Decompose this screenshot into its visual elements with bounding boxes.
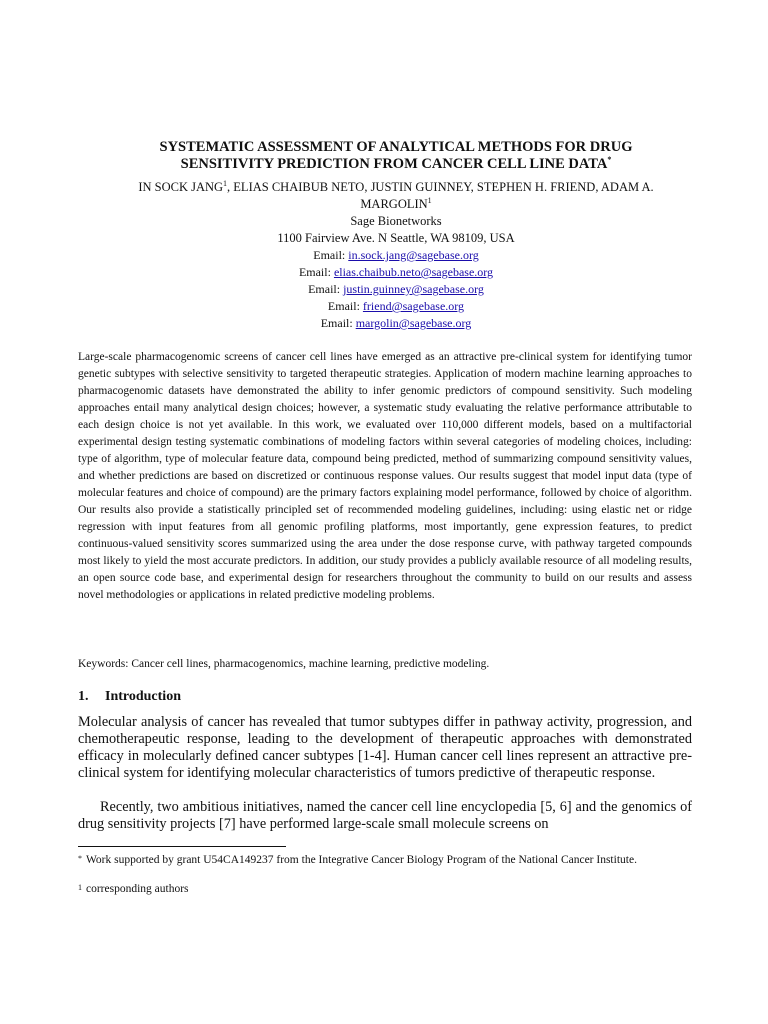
footnote-item (78, 853, 692, 868)
footnote-text: corresponding authors (86, 883, 189, 895)
email-label: Email: (298, 265, 334, 279)
keywords-line: Keywords: Cancer cell lines, pharmacogenomics, machine learning, predictive modeling. (78, 658, 490, 670)
email-link[interactable]: elias.chaibub.neto@sagebase.org (333, 265, 494, 279)
footnote-separator (78, 846, 286, 847)
author-rest: , ELIAS CHAIBUB NETO, JUSTIN GUINNEY, STEPHEN H. FRIEND, ADAM A. (227, 180, 654, 194)
author-first: IN SOCK JANG (138, 180, 224, 194)
author-last-mark: 1 (427, 195, 432, 205)
paper-title-text-1: SYSTEMATIC ASSESSMENT OF ANALYTICAL METHODS FOR DRUG (159, 139, 633, 155)
email-row (100, 315, 692, 332)
body-paragraph-2: Recently, two ambitious initiatives, named the cancer cell line encyclopedia [5, 6] and the genomics of drug sensitivity projects [7] have performed large-scale small molecule screens on (78, 799, 692, 832)
email-link[interactable]: in.sock.jang@sagebase.org (348, 248, 479, 262)
section-heading-introduction (78, 688, 181, 706)
affiliation-org: Sage Bionetworks (350, 214, 442, 228)
paper-title-line-1 (100, 139, 692, 156)
paper-title-line-2 (100, 156, 692, 173)
paper-title-text-2: SENSITIVITY PREDICTION FROM CANCER CELL LINE DATA (180, 156, 608, 172)
author-last: MARGOLIN (360, 197, 428, 211)
author-list-line-1 (100, 179, 692, 196)
email-link[interactable]: friend@sagebase.org (362, 299, 465, 313)
email-link[interactable]: margolin@sagebase.org (355, 316, 472, 330)
email-label: Email: (313, 248, 349, 262)
email-row (100, 264, 692, 281)
footnote-mark: 1 (78, 883, 82, 892)
email-label: Email: (320, 316, 356, 330)
email-row (100, 247, 692, 264)
footnote-item (78, 882, 692, 897)
email-label: Email: (308, 282, 344, 296)
footnote-text: Work supported by grant U54CA149237 from the Integrative Cancer Biology Program of the National Cancer Institute. (86, 854, 637, 866)
section-title: Introduction (105, 689, 181, 704)
email-link[interactable]: justin.guinney@sagebase.org (343, 282, 484, 296)
email-row (100, 298, 692, 315)
abstract-text: Large-scale pharmacogenomic screens of cancer cell lines have emerged as an attractive pre-clinical system for identifying tumor genetic subtypes with selective sensitivity to targeted therapeutic strategies. Application of modern machine learning approaches to pharmacogenomic datasets have demonstrated the ability to infer genomic predictors of compound sensitivity. Such modeling approaches entail many analytical design choices; however, a systematic study evaluating the relative performance attributable to each design choice is not yet available. In this work, we evaluated over 110,000 different models, based on a multifactorial experimental design testing systematic combinations of modeling factors within several categories of modeling choices, including: type of algorithm, type of molecular feature data, compound being predicted, method of summarizing compound sensitivity values, and whether predictions are based on discretized or continuous response values. Our results suggest that model input data (type of molecular features and choice of compound) are the primary factors explaining model performance, followed by choice of algorithm. Our results also provide a statistically principled set of recommended modeling guidelines, including: using elastic net or ridge regression with input features from all genomic profiling platforms, most importantly, gene expression features, to predict continuous-valued sensitivity scores summarized using the area under the dose response curve, with pathway targeted compounds most likely to yield the most accurate predictors. In addition, our study provides a publicly available resource of all modeling results, an open source code base, and experimental design for researchers throughout the community to build on our results and assess novel methodologies or applications in related predictive modeling problems. (78, 351, 692, 601)
email-label: Email: (327, 299, 363, 313)
author-first-mark: 1 (223, 178, 228, 188)
author-list-line-2 (100, 196, 692, 213)
email-row (100, 281, 692, 298)
title-footnote-mark: * (607, 155, 612, 165)
affiliation-address: 1100 Fairview Ave. N Seattle, WA 98109, USA (277, 231, 515, 245)
footnote-mark: * (78, 854, 82, 863)
body-paragraph-1: Molecular analysis of cancer has revealed that tumor subtypes differ in pathway activity, progression, and chemotherapeutic response, leading to the development of therapeutic approaches with demonstrated efficacy in molecularly defined cancer subtypes [1-4]. Human cancer cell lines represent an attractive pre-clinical system for identifying molecular characteristics of tumors predictive of therapeutic response. (78, 714, 692, 781)
section-number: 1. (78, 689, 89, 704)
